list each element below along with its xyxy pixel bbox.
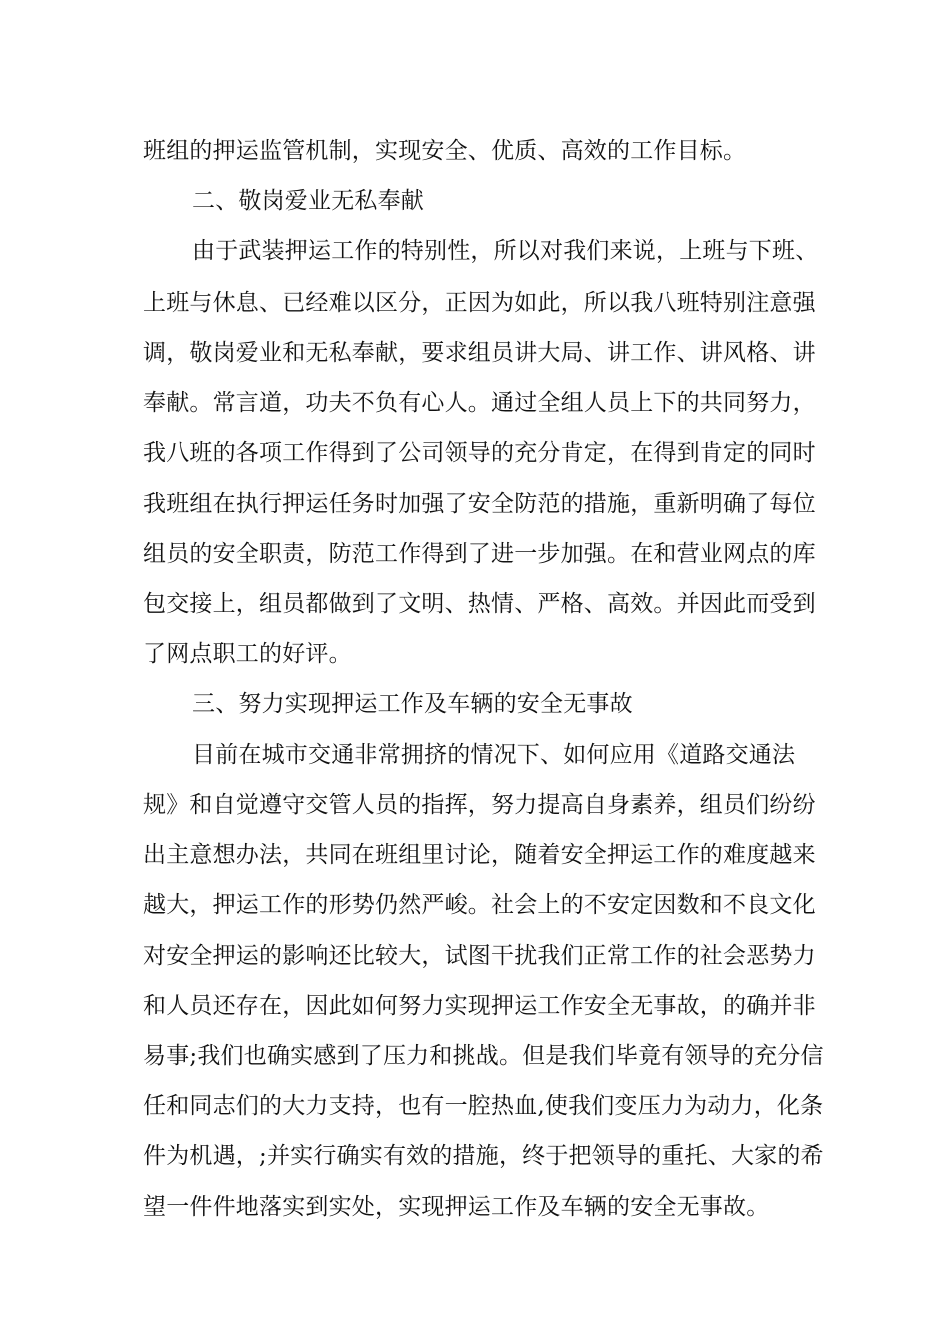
body-line-8: 我班组在执行押运任务时加强了安全防范的措施，重新明确了每位 [143, 491, 816, 517]
body-line-6: 奉献。常言道，功夫不负有心人。通过全组人员上下的共同努力， [143, 390, 816, 416]
body-line-5: 调，敬岗爱业和无私奉献，要求组员讲大局、讲工作、讲风格、讲 [143, 340, 816, 366]
body-line-9: 组员的安全职责，防范工作得到了进一步加强。在和营业网点的库 [143, 541, 816, 567]
body-line-18: 和人员还存在，因此如何努力实现押运工作安全无事故，的确并非 [143, 993, 816, 1019]
body-line-21: 件为机遇，;并实行确实有效的措施，终于把领导的重托、大家的希 [143, 1143, 824, 1169]
body-line-10: 包交接上，组员都做到了文明、热情、严格、高效。并因此而受到 [143, 591, 816, 617]
body-line-15: 出主意想办法，共同在班组里讨论，随着安全押运工作的难度越来 [143, 842, 816, 868]
body-line-3: 由于武装押运工作的特别性，所以对我们来说，上班与下班、 [192, 238, 819, 264]
body-line-14: 规》和自觉遵守交管人员的指挥，努力提高自身素养，组员们纷纷 [143, 792, 816, 818]
body-line-4: 上班与休息、已经难以区分，正因为如此，所以我八班特别注意强 [143, 290, 816, 316]
body-line-1: 班组的押运监管机制，实现安全、优质、高效的工作目标。 [143, 138, 747, 164]
body-line-19: 易事;我们也确实感到了压力和挑战。但是我们毕竟有领导的充分信 [143, 1043, 824, 1069]
body-line-16: 越大，押运工作的形势仍然严峻。社会上的不安定因数和不良文化 [143, 892, 816, 918]
body-line-13: 目前在城市交通非常拥挤的情况下、如何应用《道路交通法 [192, 742, 796, 768]
body-line-7: 我八班的各项工作得到了公司领导的充分肯定，在得到肯定的同时 [143, 440, 816, 466]
body-line-11: 了网点职工的好评。 [143, 641, 352, 667]
body-line-22: 望一件件地落实到实处，实现押运工作及车辆的安全无事故。 [143, 1194, 770, 1220]
section-heading-3: 三、努力实现押运工作及车辆的安全无事故 [192, 691, 633, 717]
body-line-20: 任和同志们的大力支持，也有一腔热血,使我们变压力为动力，化条 [143, 1093, 824, 1119]
body-line-17: 对安全押运的影响还比较大，试图干扰我们正常工作的社会恶势力 [143, 943, 816, 969]
section-heading-2: 二、敬岗爱业无私奉献 [192, 188, 424, 214]
